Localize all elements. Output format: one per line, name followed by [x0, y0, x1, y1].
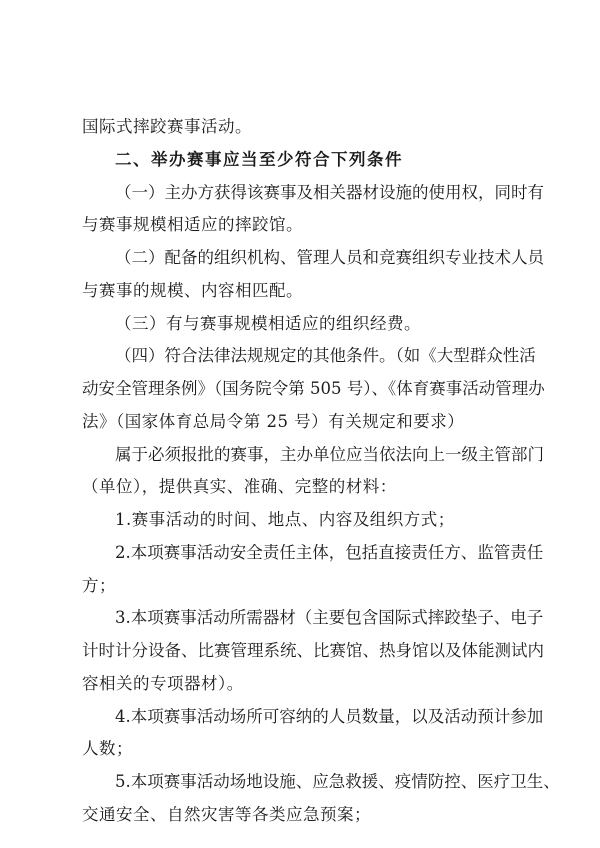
text-line: 动安全管理条例》（国务院令第 505 号）、《体育赛事活动管理办 [82, 379, 545, 398]
text-line: （二）配备的组织机构、管理人员和竞赛组织专业技术人员 [115, 248, 544, 267]
text-line: 与赛事规模相适应的摔跤馆。 [82, 215, 303, 234]
text-line: 属于必须报批的赛事，主办单位应当依法向上一级主管部门 [115, 445, 544, 464]
text-line: 法》（国家体育总局令第 25 号）有关规定和要求） [82, 412, 465, 431]
text-line: 与赛事的规模、内容相匹配。 [82, 281, 303, 300]
text-line: （单位），提供真实、准确、完整的材料： [82, 477, 397, 496]
text-line: 计时计分设备、比赛管理系统、比赛馆、热身馆以及体能测试内 [82, 641, 544, 660]
list-item-1: 1.赛事活动的时间、地点、内容及组织方式； [115, 510, 455, 529]
text-line: 人数； [82, 739, 133, 758]
list-item-3: 3.本项赛事活动所需器材（主要包含国际式摔跤垫子、电子 [115, 608, 544, 627]
section-heading: 二、举办赛事应当至少符合下列条件 [115, 150, 403, 169]
text-line: 国际式摔跤赛事活动。 [82, 117, 252, 136]
text-line: 方； [82, 576, 116, 595]
text-line: 交通安全、自然灾害等各类应急预案； [82, 805, 371, 824]
text-line: （一）主办方获得该赛事及相关器材设施的使用权，同时有 [115, 183, 544, 202]
list-item-4: 4.本项赛事活动场所可容纳的人员数量，以及活动预计参加 [115, 707, 544, 726]
list-item-5: 5.本项赛事活动场地设施、应急救援、疫情防控、医疗卫生、 [115, 772, 560, 791]
text-line: （三）有与赛事规模相适应的组织经费。 [115, 314, 421, 333]
list-item-2: 2.本项赛事活动安全责任主体，包括直接责任方、监管责任 [115, 543, 544, 562]
text-line: 容相关的专项器材）。 [82, 674, 244, 693]
text-line: （四）符合法律法规规定的其他条件。（如《大型群众性活 [115, 346, 536, 365]
